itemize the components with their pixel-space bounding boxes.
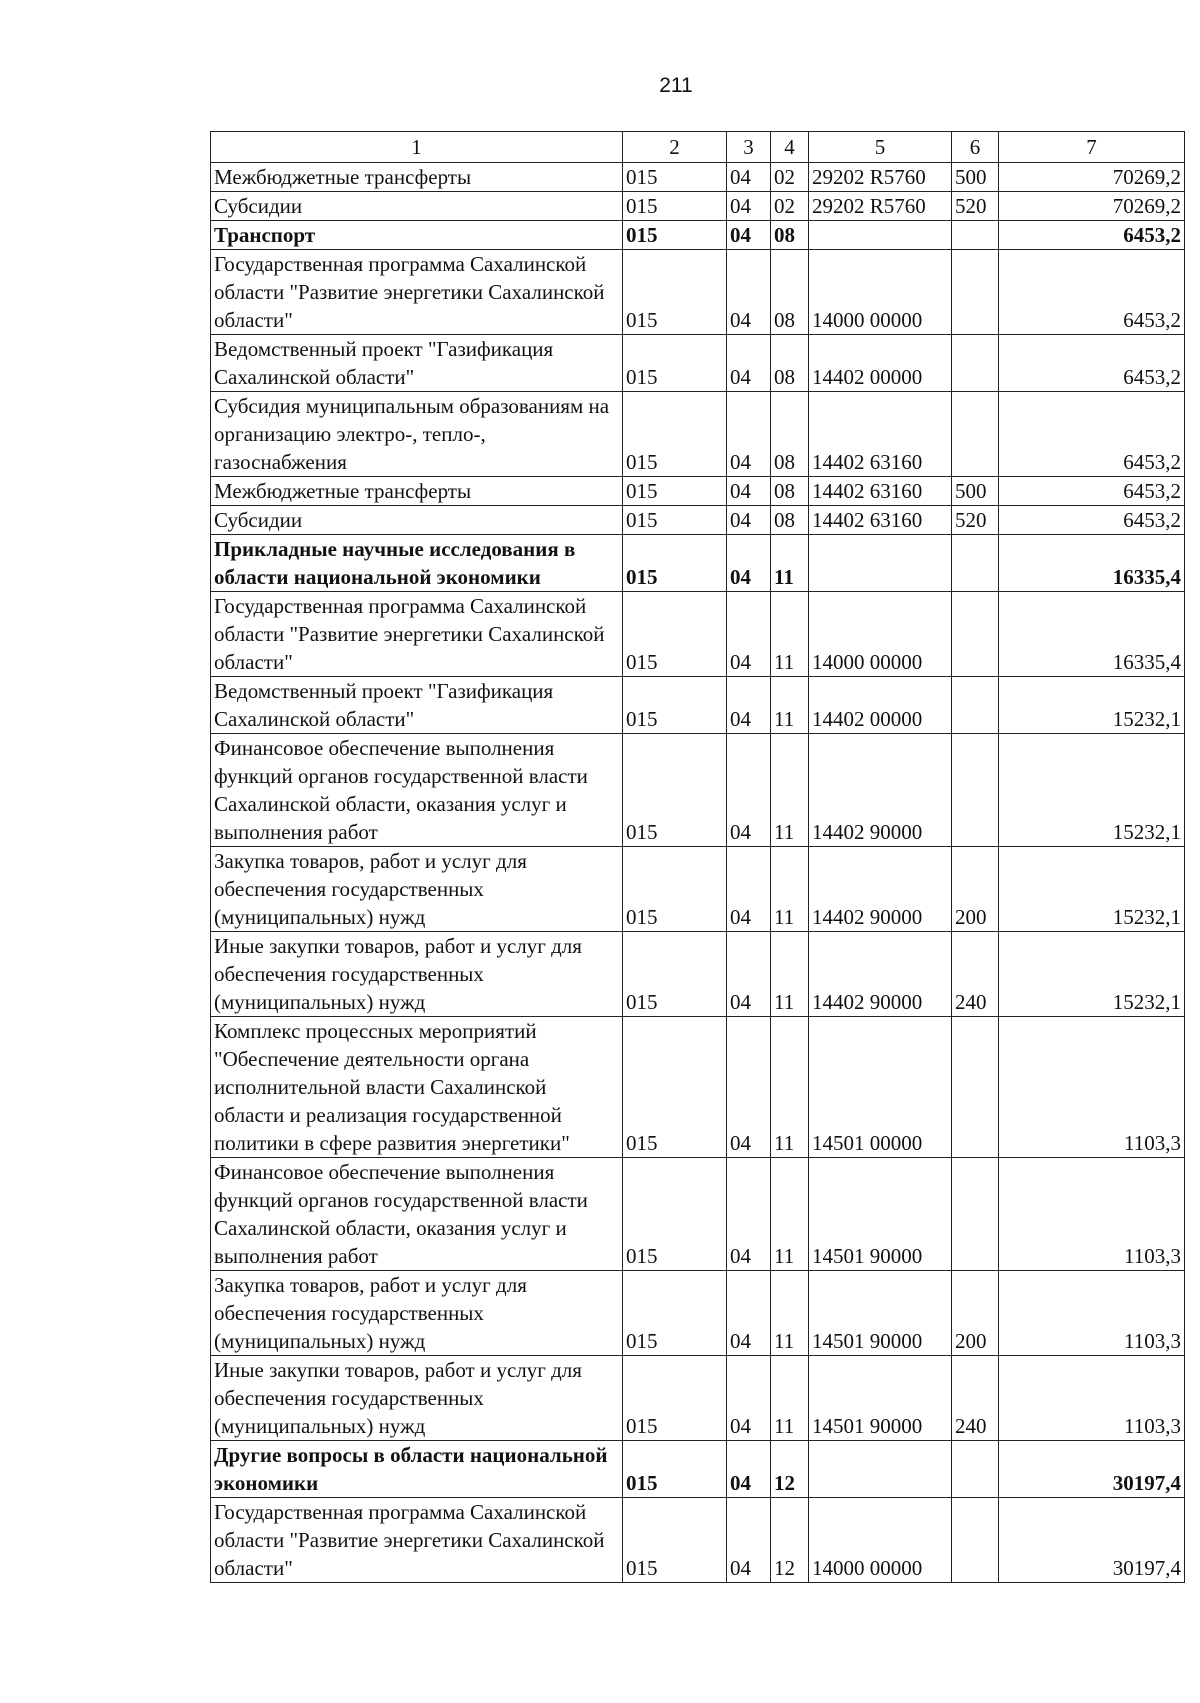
row-col6-cell	[952, 734, 999, 847]
row-col4-cell: 11	[771, 932, 809, 1017]
row-col5-cell	[809, 535, 952, 592]
row-col4-cell: 12	[771, 1498, 809, 1583]
row-col4-cell: 11	[771, 847, 809, 932]
row-amount-cell: 15232,1	[999, 677, 1185, 734]
row-col2-cell: 015	[623, 1498, 727, 1583]
row-col4-cell: 08	[771, 392, 809, 477]
row-col4-cell: 02	[771, 163, 809, 192]
header-row	[211, 132, 1185, 163]
table-row	[211, 677, 1185, 734]
row-col4-cell: 11	[771, 535, 809, 592]
row-col6-cell	[952, 592, 999, 677]
row-col3-cell: 04	[727, 221, 771, 250]
row-col6-cell	[952, 392, 999, 477]
row-col2-cell: 015	[623, 932, 727, 1017]
row-amount-cell: 70269,2	[999, 192, 1185, 221]
row-col2-cell: 015	[623, 192, 727, 221]
row-col5-cell: 14501 90000	[809, 1271, 952, 1356]
row-col3-cell: 04	[727, 734, 771, 847]
row-name-cell: Закупка товаров, работ и услуг для обеспечения государственных (муниципальных) нужд	[211, 847, 623, 932]
row-name-cell: Прикладные научные исследования в области национальной экономики	[211, 535, 623, 592]
row-col5-cell: 14000 00000	[809, 1498, 952, 1583]
row-col2-cell: 015	[623, 506, 727, 535]
row-amount-cell: 6453,2	[999, 477, 1185, 506]
row-col5-cell: 14501 90000	[809, 1356, 952, 1441]
row-name-cell: Государственная программа Сахалинской области "Развитие энергетики Сахалинской области"	[211, 250, 623, 335]
row-col2-cell: 015	[623, 1441, 727, 1498]
table-row	[211, 535, 1185, 592]
row-col2-cell: 015	[623, 392, 727, 477]
table-row	[211, 250, 1185, 335]
row-name-cell: Комплекс процессных мероприятий "Обеспечение деятельности органа исполнительной власти Сахалинской области и реализация государственной политики в сфере развития энергетики"	[211, 1017, 623, 1158]
row-col3-cell: 04	[727, 1441, 771, 1498]
row-col5-cell: 14402 90000	[809, 932, 952, 1017]
table-row	[211, 592, 1185, 677]
header-col-3: 3	[727, 132, 771, 163]
row-col5-cell: 14402 63160	[809, 392, 952, 477]
row-col3-cell: 04	[727, 163, 771, 192]
budget-table	[210, 131, 1185, 1583]
page-number: 211	[659, 74, 693, 97]
row-col4-cell: 11	[771, 592, 809, 677]
row-name-cell: Субсидия муниципальным образованиям на организацию электро-, тепло-, газоснабжения	[211, 392, 623, 477]
row-amount-cell: 6453,2	[999, 392, 1185, 477]
row-col4-cell: 11	[771, 1271, 809, 1356]
row-name-cell: Субсидии	[211, 192, 623, 221]
row-amount-cell: 15232,1	[999, 847, 1185, 932]
row-amount-cell: 16335,4	[999, 535, 1185, 592]
header-col-6: 6	[952, 132, 999, 163]
header-col-2: 2	[623, 132, 727, 163]
table-row	[211, 1356, 1185, 1441]
row-col6-cell	[952, 1498, 999, 1583]
row-col5-cell: 29202 R5760	[809, 163, 952, 192]
header-col-5: 5	[809, 132, 952, 163]
row-col5-cell: 14501 90000	[809, 1158, 952, 1271]
row-col6-cell: 200	[952, 847, 999, 932]
header-col-7: 7	[999, 132, 1185, 163]
row-col5-cell: 14402 90000	[809, 734, 952, 847]
row-amount-cell: 1103,3	[999, 1017, 1185, 1158]
row-amount-cell: 15232,1	[999, 932, 1185, 1017]
row-amount-cell: 6453,2	[999, 506, 1185, 535]
row-col6-cell	[952, 250, 999, 335]
row-name-cell: Финансовое обеспечение выполнения функций органов государственной власти Сахалинской области, оказания услуг и выполнения работ	[211, 1158, 623, 1271]
row-col4-cell: 11	[771, 677, 809, 734]
row-col2-cell: 015	[623, 221, 727, 250]
row-col4-cell: 11	[771, 734, 809, 847]
row-amount-cell: 30197,4	[999, 1498, 1185, 1583]
row-col2-cell: 015	[623, 163, 727, 192]
row-col5-cell: 29202 R5760	[809, 192, 952, 221]
row-col6-cell: 200	[952, 1271, 999, 1356]
row-col3-cell: 04	[727, 677, 771, 734]
row-col3-cell: 04	[727, 1356, 771, 1441]
row-col2-cell: 015	[623, 1158, 727, 1271]
row-col5-cell: 14000 00000	[809, 250, 952, 335]
table-row	[211, 163, 1185, 192]
row-col4-cell: 12	[771, 1441, 809, 1498]
table-row	[211, 506, 1185, 535]
row-col4-cell: 11	[771, 1356, 809, 1441]
row-col6-cell	[952, 535, 999, 592]
table-row	[211, 392, 1185, 477]
row-col3-cell: 04	[727, 250, 771, 335]
row-col2-cell: 015	[623, 335, 727, 392]
table-row	[211, 1158, 1185, 1271]
row-col6-cell	[952, 1017, 999, 1158]
row-col6-cell: 240	[952, 932, 999, 1017]
row-name-cell: Государственная программа Сахалинской области "Развитие энергетики Сахалинской области"	[211, 1498, 623, 1583]
row-name-cell: Иные закупки товаров, работ и услуг для обеспечения государственных (муниципальных) нужд	[211, 932, 623, 1017]
row-col5-cell	[809, 1441, 952, 1498]
row-col6-cell: 500	[952, 477, 999, 506]
table-row	[211, 1017, 1185, 1158]
row-name-cell: Межбюджетные трансферты	[211, 477, 623, 506]
row-amount-cell: 16335,4	[999, 592, 1185, 677]
row-col5-cell: 14402 00000	[809, 677, 952, 734]
row-col2-cell: 015	[623, 535, 727, 592]
row-name-cell: Ведомственный проект "Газификация Сахалинской области"	[211, 677, 623, 734]
row-col6-cell: 520	[952, 192, 999, 221]
row-col6-cell	[952, 677, 999, 734]
row-col4-cell: 08	[771, 506, 809, 535]
header-col-1: 1	[211, 132, 623, 163]
row-col6-cell	[952, 221, 999, 250]
row-col4-cell: 02	[771, 192, 809, 221]
row-amount-cell: 1103,3	[999, 1356, 1185, 1441]
table-row	[211, 1498, 1185, 1583]
table-row	[211, 847, 1185, 932]
row-col6-cell: 520	[952, 506, 999, 535]
row-amount-cell: 15232,1	[999, 734, 1185, 847]
row-amount-cell: 6453,2	[999, 221, 1185, 250]
row-amount-cell: 6453,2	[999, 250, 1185, 335]
row-name-cell: Транспорт	[211, 221, 623, 250]
table-row	[211, 335, 1185, 392]
row-col6-cell	[952, 1158, 999, 1271]
row-col5-cell: 14402 63160	[809, 506, 952, 535]
row-col3-cell: 04	[727, 506, 771, 535]
row-col5-cell: 14402 63160	[809, 477, 952, 506]
row-col3-cell: 04	[727, 847, 771, 932]
row-col5-cell: 14402 90000	[809, 847, 952, 932]
row-col4-cell: 08	[771, 250, 809, 335]
row-col2-cell: 015	[623, 1356, 727, 1441]
row-col2-cell: 015	[623, 677, 727, 734]
row-col6-cell: 500	[952, 163, 999, 192]
row-col6-cell: 240	[952, 1356, 999, 1441]
row-col3-cell: 04	[727, 392, 771, 477]
row-col6-cell	[952, 335, 999, 392]
row-name-cell: Межбюджетные трансферты	[211, 163, 623, 192]
table-row	[211, 1441, 1185, 1498]
table-row	[211, 734, 1185, 847]
row-amount-cell: 1103,3	[999, 1158, 1185, 1271]
table-row	[211, 932, 1185, 1017]
row-name-cell: Другие вопросы в области национальной экономики	[211, 1441, 623, 1498]
header-col-4: 4	[771, 132, 809, 163]
row-name-cell: Субсидии	[211, 506, 623, 535]
row-amount-cell: 30197,4	[999, 1441, 1185, 1498]
row-col4-cell: 08	[771, 477, 809, 506]
row-col3-cell: 04	[727, 535, 771, 592]
table-row	[211, 192, 1185, 221]
row-name-cell: Ведомственный проект "Газификация Сахалинской области"	[211, 335, 623, 392]
row-col3-cell: 04	[727, 1271, 771, 1356]
row-col2-cell: 015	[623, 250, 727, 335]
row-col3-cell: 04	[727, 932, 771, 1017]
row-name-cell: Закупка товаров, работ и услуг для обеспечения государственных (муниципальных) нужд	[211, 1271, 623, 1356]
row-col5-cell: 14000 00000	[809, 592, 952, 677]
row-col3-cell: 04	[727, 1158, 771, 1271]
row-col2-cell: 015	[623, 734, 727, 847]
row-col4-cell: 11	[771, 1017, 809, 1158]
row-col5-cell	[809, 221, 952, 250]
row-col5-cell: 14402 00000	[809, 335, 952, 392]
row-col2-cell: 015	[623, 592, 727, 677]
table-row	[211, 221, 1185, 250]
row-amount-cell: 6453,2	[999, 335, 1185, 392]
row-col2-cell: 015	[623, 477, 727, 506]
table-body	[211, 163, 1185, 1583]
row-col3-cell: 04	[727, 1498, 771, 1583]
row-name-cell: Государственная программа Сахалинской области "Развитие энергетики Сахалинской области"	[211, 592, 623, 677]
row-col4-cell: 11	[771, 1158, 809, 1271]
row-col5-cell: 14501 00000	[809, 1017, 952, 1158]
row-amount-cell: 70269,2	[999, 163, 1185, 192]
row-col6-cell	[952, 1441, 999, 1498]
row-col2-cell: 015	[623, 1271, 727, 1356]
row-col3-cell: 04	[727, 192, 771, 221]
row-col3-cell: 04	[727, 1017, 771, 1158]
row-col2-cell: 015	[623, 847, 727, 932]
row-col4-cell: 08	[771, 335, 809, 392]
row-name-cell: Иные закупки товаров, работ и услуг для обеспечения государственных (муниципальных) нужд	[211, 1356, 623, 1441]
row-col3-cell: 04	[727, 477, 771, 506]
table-row	[211, 477, 1185, 506]
table-row	[211, 1271, 1185, 1356]
row-col4-cell: 08	[771, 221, 809, 250]
row-name-cell: Финансовое обеспечение выполнения функций органов государственной власти Сахалинской области, оказания услуг и выполнения работ	[211, 734, 623, 847]
row-amount-cell: 1103,3	[999, 1271, 1185, 1356]
row-col2-cell: 015	[623, 1017, 727, 1158]
row-col3-cell: 04	[727, 335, 771, 392]
row-col3-cell: 04	[727, 592, 771, 677]
